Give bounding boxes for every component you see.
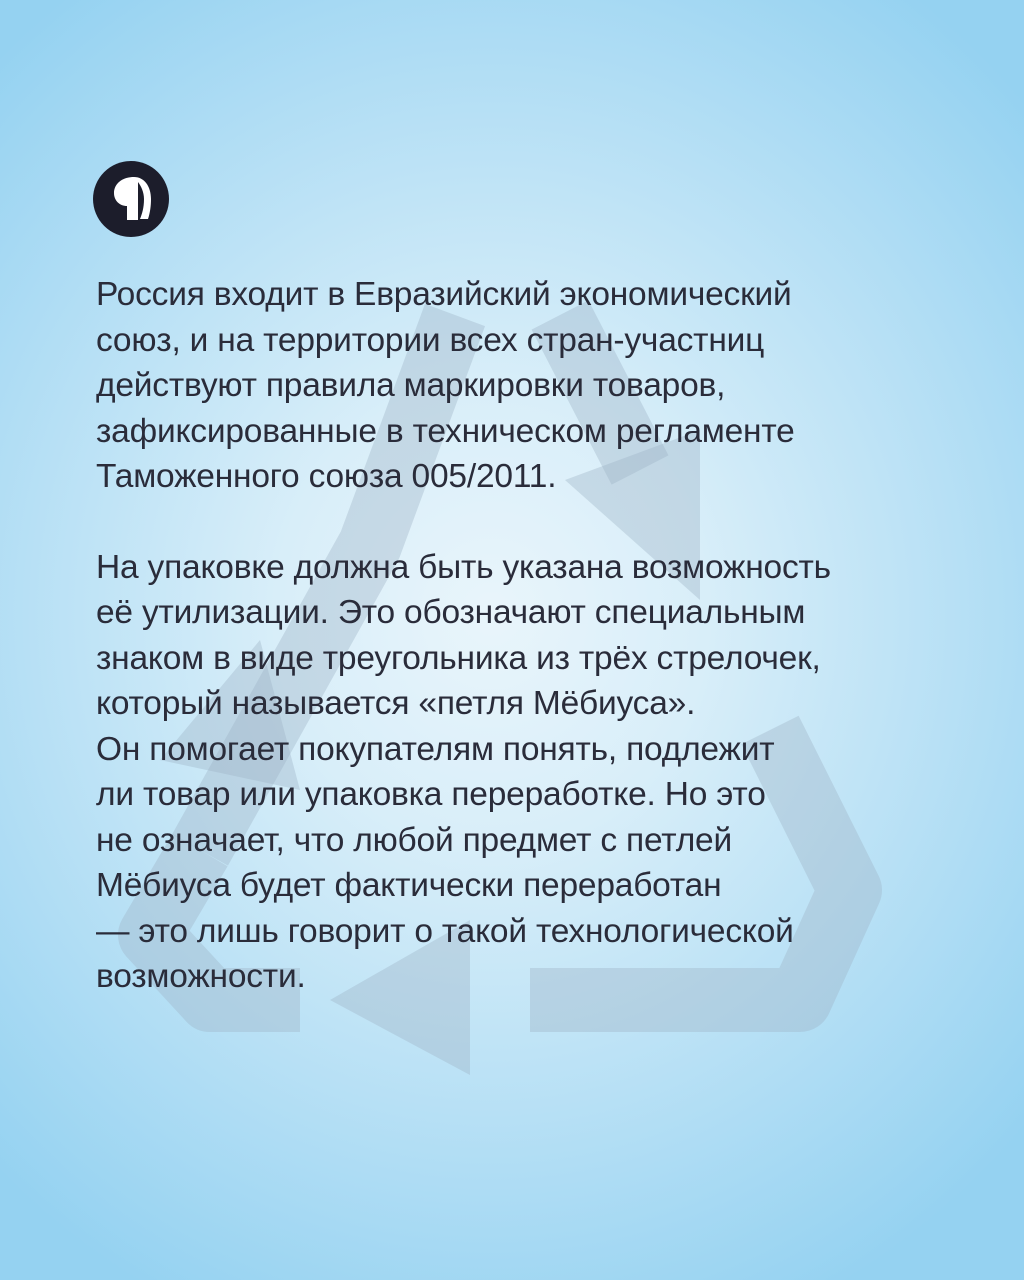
text-line: — это лишь говорит о такой технологической [96,912,794,950]
text-line: союз, и на территории всех стран-участниц [96,321,765,359]
text-line: зафиксированные в техническом регламенте [96,412,795,450]
body-text [96,272,936,1000]
text-line: который называется «петля Мёбиуса». [96,685,696,722]
text-line: На упаковке должна быть указана возможность [96,548,831,586]
text-line: Мёбиуса будет фактически переработан [96,867,722,904]
text-line: знаком в виде треугольника из трёх стрелочек, [96,639,821,677]
paragraph-mobius-loop [96,545,936,1000]
text-line: ли товар или упаковка переработке. Но это [96,776,766,813]
brand-logo-icon [93,161,169,237]
text-line: Таможенного союза 005/2011. [96,458,557,495]
text-line: возможности. [96,958,306,995]
text-line: её утилизации. Это обозначают специальным [96,594,806,631]
text-line: действуют правила маркировки товаров, [96,367,726,404]
text-line: Он помогает покупателям понять, подлежит [96,730,775,768]
paragraph-eaeu-rules [96,272,936,500]
text-line: не означает, что любой предмет с петлей [96,821,732,859]
text-line: Россия входит в Евразийский экономический [96,276,792,313]
